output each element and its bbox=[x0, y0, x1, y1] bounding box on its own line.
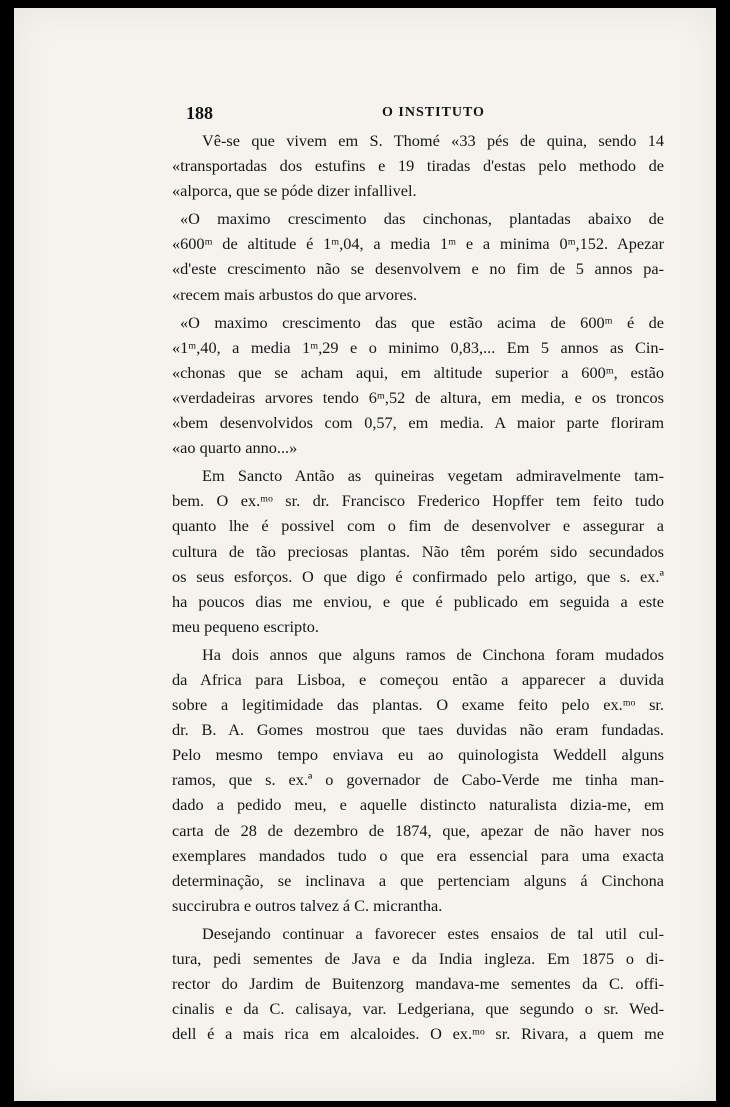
text-line: determinação, se inclinava a que pertenciam alguns á Cinchona bbox=[172, 870, 664, 890]
text-line: bem. O ex.ᵐᵒ sr. dr. Francisco Frederico Hopffer tem feito tudo bbox=[172, 491, 664, 511]
text-line: cultura de tão preciosas plantas. Não têm porém sido secundados bbox=[172, 541, 664, 561]
text-line: «verdadeiras arvores tendo 6ᵐ,52 de altura, em media, e os troncos bbox=[172, 387, 664, 407]
text-line: dr. B. A. Gomes mostrou que taes duvidas não eram fundadas. bbox=[172, 720, 664, 740]
text-line: «1ᵐ,40, a media 1ᵐ,29 e o minimo 0,83,... Em 5 annos as Cin- bbox=[172, 337, 664, 357]
text-line: os seus esforços. O que digo é confirmado pelo artigo, que s. ex.ª bbox=[172, 566, 664, 586]
paragraph bbox=[172, 921, 664, 1046]
text-line: Ha dois annos que alguns ramos de Cinchona foram mudados bbox=[202, 644, 664, 664]
text-line: sobre a legitimidade das plantas. O exame feito pelo ex.ᵐᵒ sr. bbox=[172, 695, 664, 715]
text-line: cinalis e da C. calisaya, var. Ledgeriana, que segundo o sr. Wed- bbox=[172, 999, 664, 1019]
text-line: ha poucos dias me enviou, e que é publicado em seguida a este bbox=[172, 591, 664, 611]
text-line: da Africa para Lisboa, e começou então a apparecer a duvida bbox=[172, 669, 664, 689]
text-line: dado a pedido meu, e aquelle distincto naturalista dizia-me, em bbox=[172, 795, 664, 815]
text-line: «alporca, que se póde dizer infallivel. bbox=[172, 181, 417, 201]
text-line: «d'este crescimento não se desenvolvem e no fim de 5 annos pa- bbox=[172, 259, 664, 279]
text-line: «transportadas dos estufins e 19 tiradas d'estas pelo methodo de bbox=[172, 156, 664, 176]
paragraph bbox=[172, 642, 664, 918]
text-line: tura, pedi sementes de Java e da India ingleza. Em 1875 o di- bbox=[172, 949, 664, 968]
text-line: carta de 28 de dezembro de 1874, que, apezar de não haver nos bbox=[172, 820, 664, 840]
text-line: Pelo mesmo tempo enviava eu ao quinologista Weddell alguns bbox=[172, 745, 664, 765]
paragraph bbox=[172, 463, 664, 639]
text-line: «O maximo crescimento das que estão acima de 600ᵐ é de bbox=[180, 312, 664, 332]
text-line: Vê-se que vivem em S. Thomé «33 pés de quina, sendo 14 bbox=[202, 131, 664, 150]
text-line: meu pequeno escripto. bbox=[172, 616, 319, 636]
paragraph bbox=[172, 310, 664, 461]
text-line: «O maximo crescimento das cinchonas, plantadas abaixo de bbox=[180, 209, 664, 229]
text-line: «chonas que se acham aqui, em altitude superior a 600ᵐ, estão bbox=[172, 362, 664, 382]
text-line: quanto lhe é possivel com o fim de desenvolver e assegurar a bbox=[172, 516, 664, 536]
running-header bbox=[186, 103, 676, 125]
text-line: ramos, que s. ex.ª o governador de Cabo-Verde me tinha man- bbox=[172, 770, 664, 790]
text-line: rector do Jardim de Buitenzorg mandava-me sementes da C. offi- bbox=[172, 974, 664, 994]
text-line: «bem desenvolvidos com 0,57, em media. A maior parte floriram bbox=[172, 413, 664, 433]
text-line: Em Sancto Antão as quineiras vegetam admiravelmente tam- bbox=[202, 466, 664, 486]
page-number: 188 bbox=[186, 103, 213, 123]
paragraph bbox=[172, 128, 664, 203]
text-line: dell é a mais rica em alcaloides. O ex.ᵐᵒ sr. Rivara, a quem me bbox=[172, 1024, 664, 1044]
text-line: «600ᵐ de altitude é 1ᵐ,04, a media 1ᵐ e a minima 0ᵐ,152. Apezar bbox=[172, 234, 664, 254]
paragraph bbox=[172, 206, 664, 306]
text-line: exemplares mandados tudo o que era essencial para uma exacta bbox=[172, 845, 664, 865]
text-line: succirubra e outros talvez á C. micrantha. bbox=[172, 895, 443, 915]
text-line: «recem mais arbustos do que arvores. bbox=[172, 284, 418, 304]
running-title: O INSTITUTO bbox=[382, 105, 485, 120]
text-line: Desejando continuar a favorecer estes ensaios de tal util cul- bbox=[202, 923, 664, 943]
body-text bbox=[172, 128, 664, 1046]
text-line: «ao quarto anno...» bbox=[172, 438, 298, 458]
